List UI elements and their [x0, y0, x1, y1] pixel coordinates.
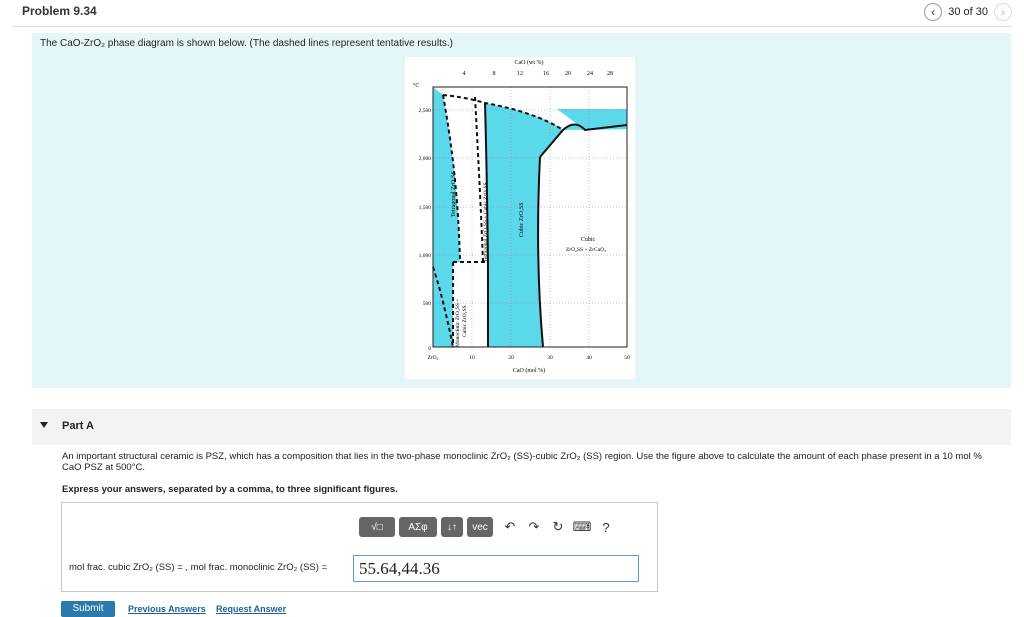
y-tick-label: 2,000 — [418, 156, 431, 162]
redo-icon[interactable]: ↷ — [528, 519, 540, 534]
phase-diagram-figure — [405, 57, 635, 379]
x-tick-label: 40 — [586, 355, 592, 361]
math-toolbar — [359, 517, 617, 537]
top-tick-label: 12 — [517, 71, 523, 77]
request-answer-link[interactable]: Request Answer — [216, 604, 287, 614]
part-a-label: Part A — [62, 420, 94, 432]
instruction-text: Express your answers, separated by a comma, to three significant figures. — [62, 484, 398, 495]
label-mono-cubic-1: Monoclinic ZrO₂SS + — [455, 298, 461, 347]
problem-counter: 30 of 30 — [948, 6, 988, 18]
top-tick-label: 8 — [492, 71, 496, 77]
y-tick-label: 2,500 — [418, 108, 431, 114]
x-tick-label: 50 — [624, 355, 630, 361]
header-divider — [12, 26, 1012, 27]
problem-navigation — [924, 3, 1012, 21]
top-tick-label: 24 — [587, 71, 593, 77]
label-cubic-cao-1: Cubic — [580, 237, 596, 243]
x-axis-label: CaO (mol %) — [512, 368, 546, 374]
label-cubic-ss: Cubic ZrO₂SS — [519, 202, 525, 237]
x-tick-label: 30 — [547, 355, 553, 361]
templates-button[interactable]: √□ — [359, 517, 395, 537]
y-axis-unit: °C — [413, 83, 420, 89]
x-tick-label: 10 — [469, 355, 475, 361]
y-tick-label: 1,000 — [418, 253, 431, 259]
label-cubic-cao-2: ZrO₂SS + ZrCaO₃ — [565, 247, 607, 253]
collapse-caret-icon[interactable] — [40, 422, 48, 428]
previous-answers-link[interactable]: Previous Answers — [128, 604, 206, 614]
vector-button[interactable]: vec — [467, 517, 493, 537]
reset-icon[interactable]: ↻ — [552, 519, 564, 534]
answer-label: mol frac. cubic ZrO₂ (SS) = , mol frac. monoclinic ZrO₂ (SS) = — [69, 562, 328, 573]
question-text: An important structural ceramic is PSZ, which has a composition that lies in the two-phase monoclinic ZrO₂ (SS)-cubic ZrO₂ (SS) region. Use the figure above to calculate the amount of each phase present in a 10 mol % CaO PSZ at 500°C. — [62, 451, 982, 473]
top-tick-label: 28 — [607, 71, 613, 77]
problem-title: Problem 9.34 — [22, 4, 97, 18]
submit-button[interactable]: Submit — [61, 601, 115, 617]
top-tick-label: 16 — [543, 71, 549, 77]
chevron-left-icon[interactable]: ‹ — [924, 3, 942, 21]
y-tick-label: 500 — [422, 301, 431, 307]
subscript-superscript-button[interactable]: ↓↑ — [441, 517, 463, 537]
part-a-header[interactable] — [32, 409, 1011, 445]
undo-icon[interactable]: ↶ — [504, 519, 516, 534]
x-tick-label: ZrO₂ — [427, 355, 439, 361]
greek-symbols-button[interactable]: ΑΣφ — [399, 517, 437, 537]
chevron-right-icon[interactable]: › — [994, 3, 1012, 21]
help-button[interactable]: ? — [602, 519, 610, 535]
top-axis-label: CaO (wt %) — [514, 60, 544, 66]
top-tick-label: 20 — [565, 71, 571, 77]
intro-text: The CaO-ZrO₂ phase diagram is shown below. (The dashed lines represent tentative results.) — [40, 38, 453, 49]
label-tetra-cubic: Tetragonal ZrO₂SS + Cubic ZrO₂SS — [483, 182, 489, 262]
answer-input[interactable]: 55.64,44.36 — [353, 555, 639, 582]
x-tick-label: 20 — [508, 355, 514, 361]
y-tick-label: 1,500 — [418, 205, 431, 211]
label-tetragonal: Tetragonal ZrO₂SS — [451, 171, 457, 217]
y-tick-label: 0 — [428, 346, 431, 352]
top-tick-label: 4 — [462, 71, 466, 77]
label-mono-cubic-2: Cubic ZrO₂SS — [462, 305, 468, 337]
keyboard-icon[interactable]: ⌨ — [572, 519, 592, 534]
